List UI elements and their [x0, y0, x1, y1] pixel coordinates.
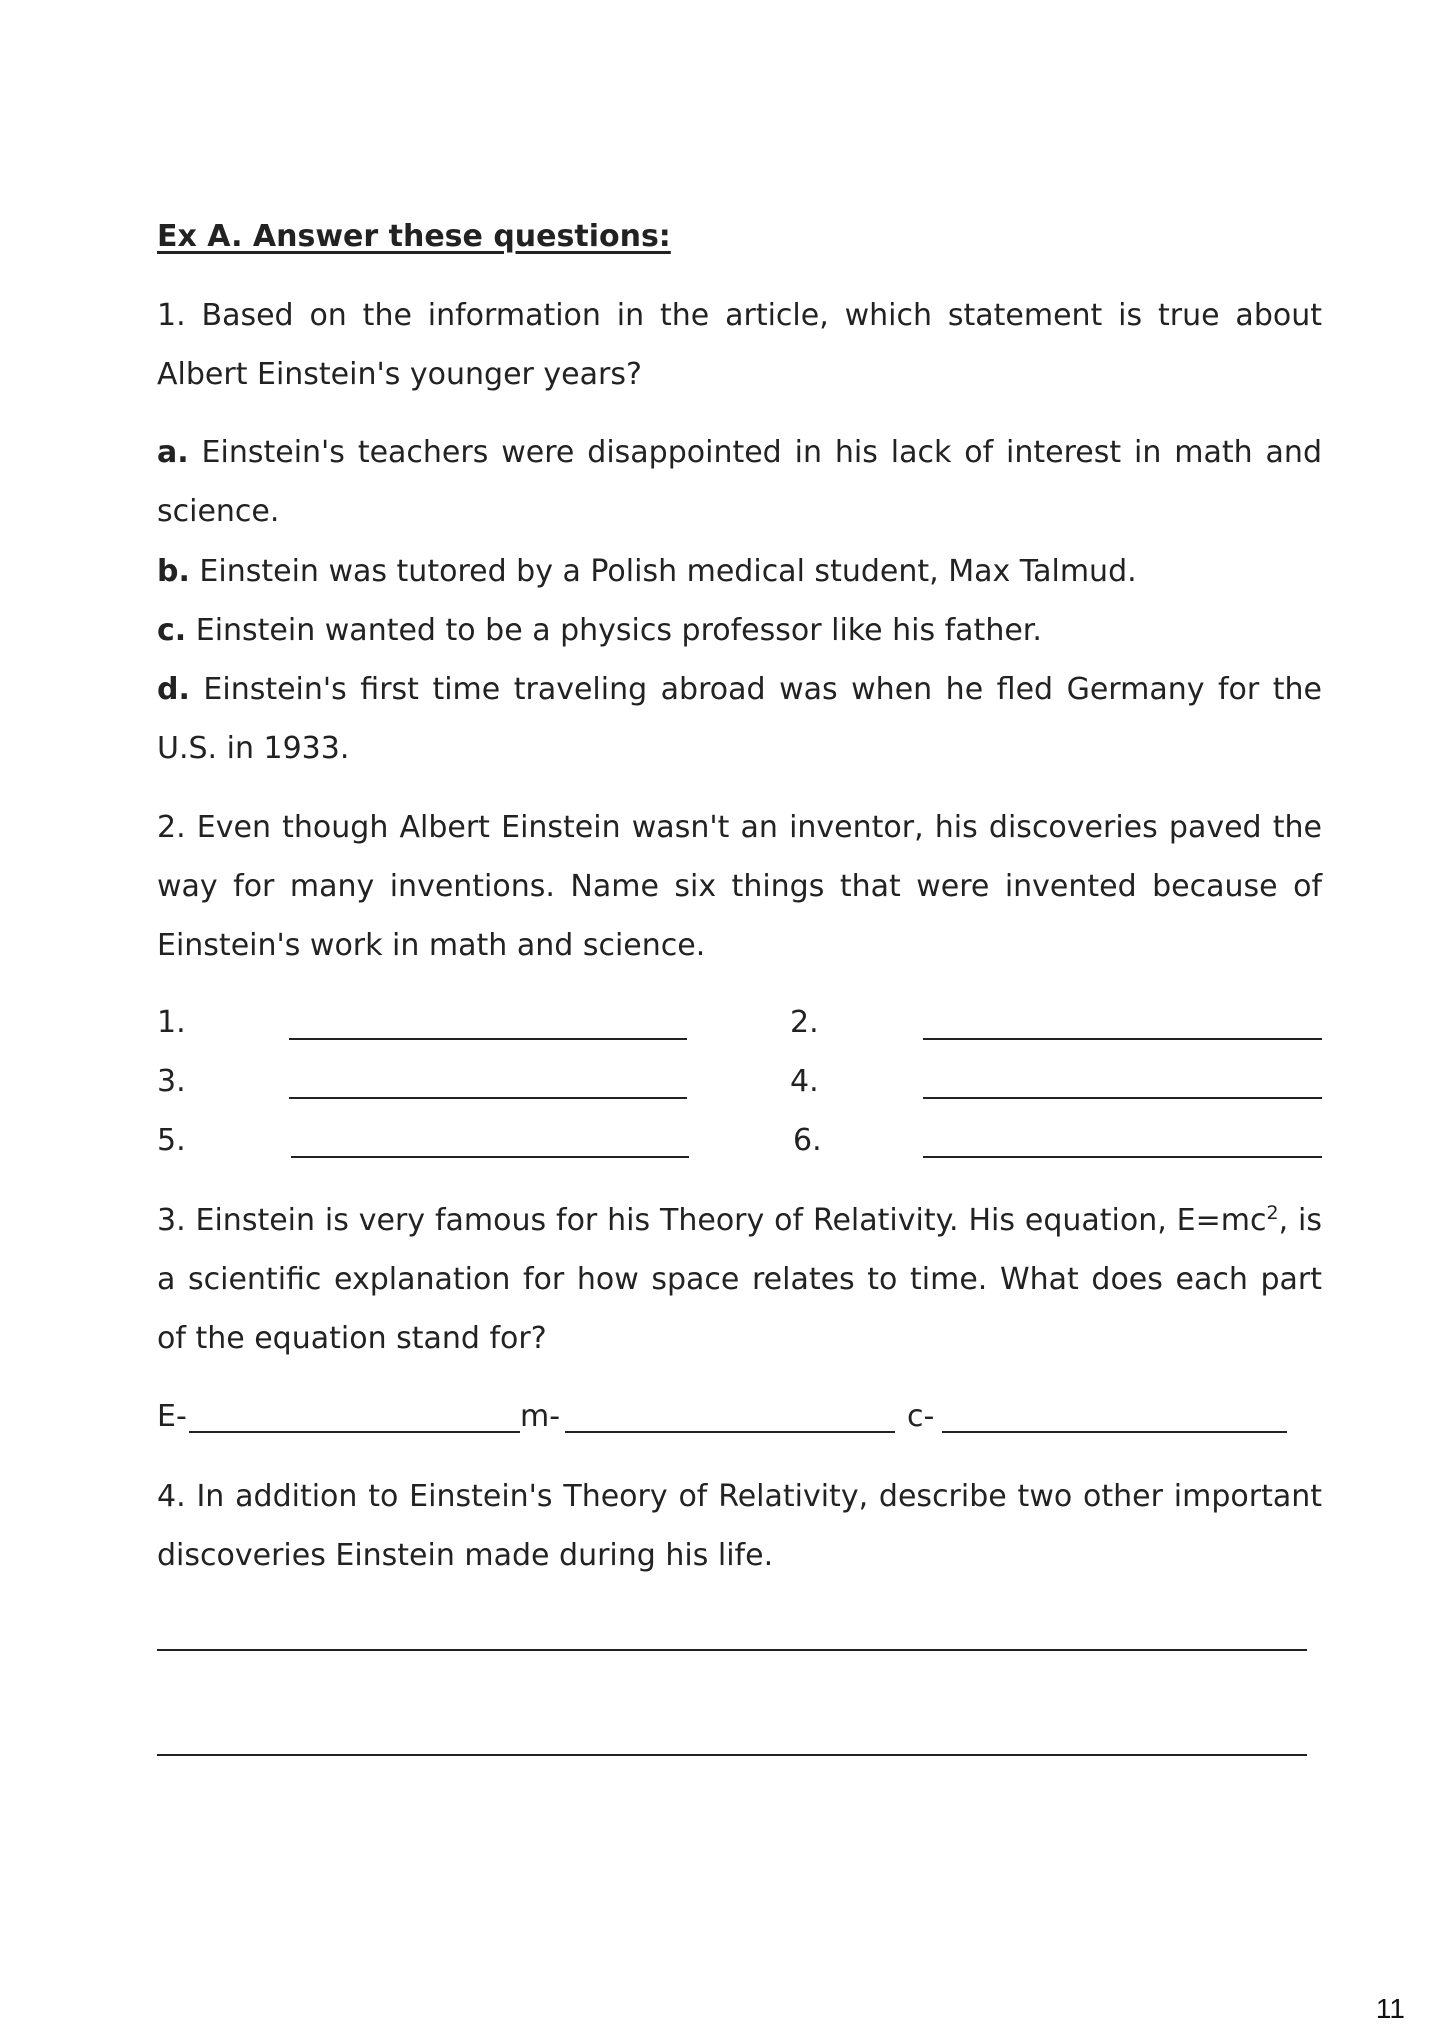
option-d [157, 660, 1322, 778]
equation-label-c: c- [907, 1399, 935, 1434]
answer-line-e[interactable] [189, 1431, 520, 1433]
blank-number-1: 1. [157, 1005, 186, 1040]
option-a-text: Einstein's teachers were disappointed in his lack of interest in math and science. [157, 435, 1322, 529]
answer-line-3[interactable] [289, 1097, 687, 1099]
option-c-text: Einstein wanted to be a physics professor like his father. [195, 613, 1042, 648]
answer-line-6[interactable] [923, 1156, 1322, 1158]
question-1: 1. Based on the information in the article, which statement is true about Albert Einstein's younger years? [157, 298, 1322, 392]
blank-number-5: 5. [157, 1123, 186, 1158]
answer-line-q4-1[interactable] [157, 1649, 1307, 1651]
blank-number-2: 2. [790, 1005, 819, 1040]
equation-label-m: m- [520, 1399, 561, 1434]
question-4: 4. In addition to Einstein's Theory of Relativity, describe two other important discoveries Einstein made during his life. [157, 1479, 1322, 1573]
answer-line-2[interactable] [923, 1038, 1322, 1040]
option-b-letter: b. [157, 554, 190, 589]
blank-number-6: 6. [793, 1123, 822, 1158]
answer-line-1[interactable] [289, 1038, 687, 1040]
blank-number-3: 3. [157, 1064, 186, 1099]
question-3-text-before: 3. Einstein is very famous for his Theory of Relativity. His equation, E=mc [157, 1203, 1267, 1238]
answer-line-5[interactable] [291, 1156, 689, 1158]
answer-line-m[interactable] [565, 1431, 895, 1433]
squared-superscript: 2 [1266, 1202, 1279, 1224]
worksheet-page [157, 0, 1332, 2043]
question-2: 2. Even though Albert Einstein wasn't an inventor, his discoveries paved the way for many inventions. Name six things that were invented because of Einstein's work in math and science. [157, 810, 1322, 963]
exercise-heading: Ex A. Answer these questions: [157, 219, 671, 254]
blank-number-4: 4. [790, 1064, 819, 1099]
option-a [157, 423, 1322, 541]
option-d-text: Einstein's first time traveling abroad was when he fled Germany for the U.S. in 1933. [157, 672, 1322, 766]
option-a-letter: a. [157, 435, 189, 470]
answer-line-4[interactable] [923, 1097, 1322, 1099]
question-3 [157, 1191, 1322, 1368]
question-3-text-after: , is a scientific explanation for how space relates to time. What does each part of the equation stand for? [157, 1203, 1322, 1356]
option-b-text: Einstein was tutored by a Polish medical student, Max Talmud. [199, 554, 1137, 589]
option-c [157, 601, 1322, 660]
answer-line-c[interactable] [942, 1431, 1287, 1433]
option-b [157, 542, 1322, 601]
page-number: 11 [1375, 1993, 1405, 2024]
option-c-letter: c. [157, 613, 187, 648]
option-d-letter: d. [157, 672, 190, 707]
equation-label-e: E- [157, 1399, 187, 1434]
answer-line-q4-2[interactable] [157, 1754, 1307, 1756]
